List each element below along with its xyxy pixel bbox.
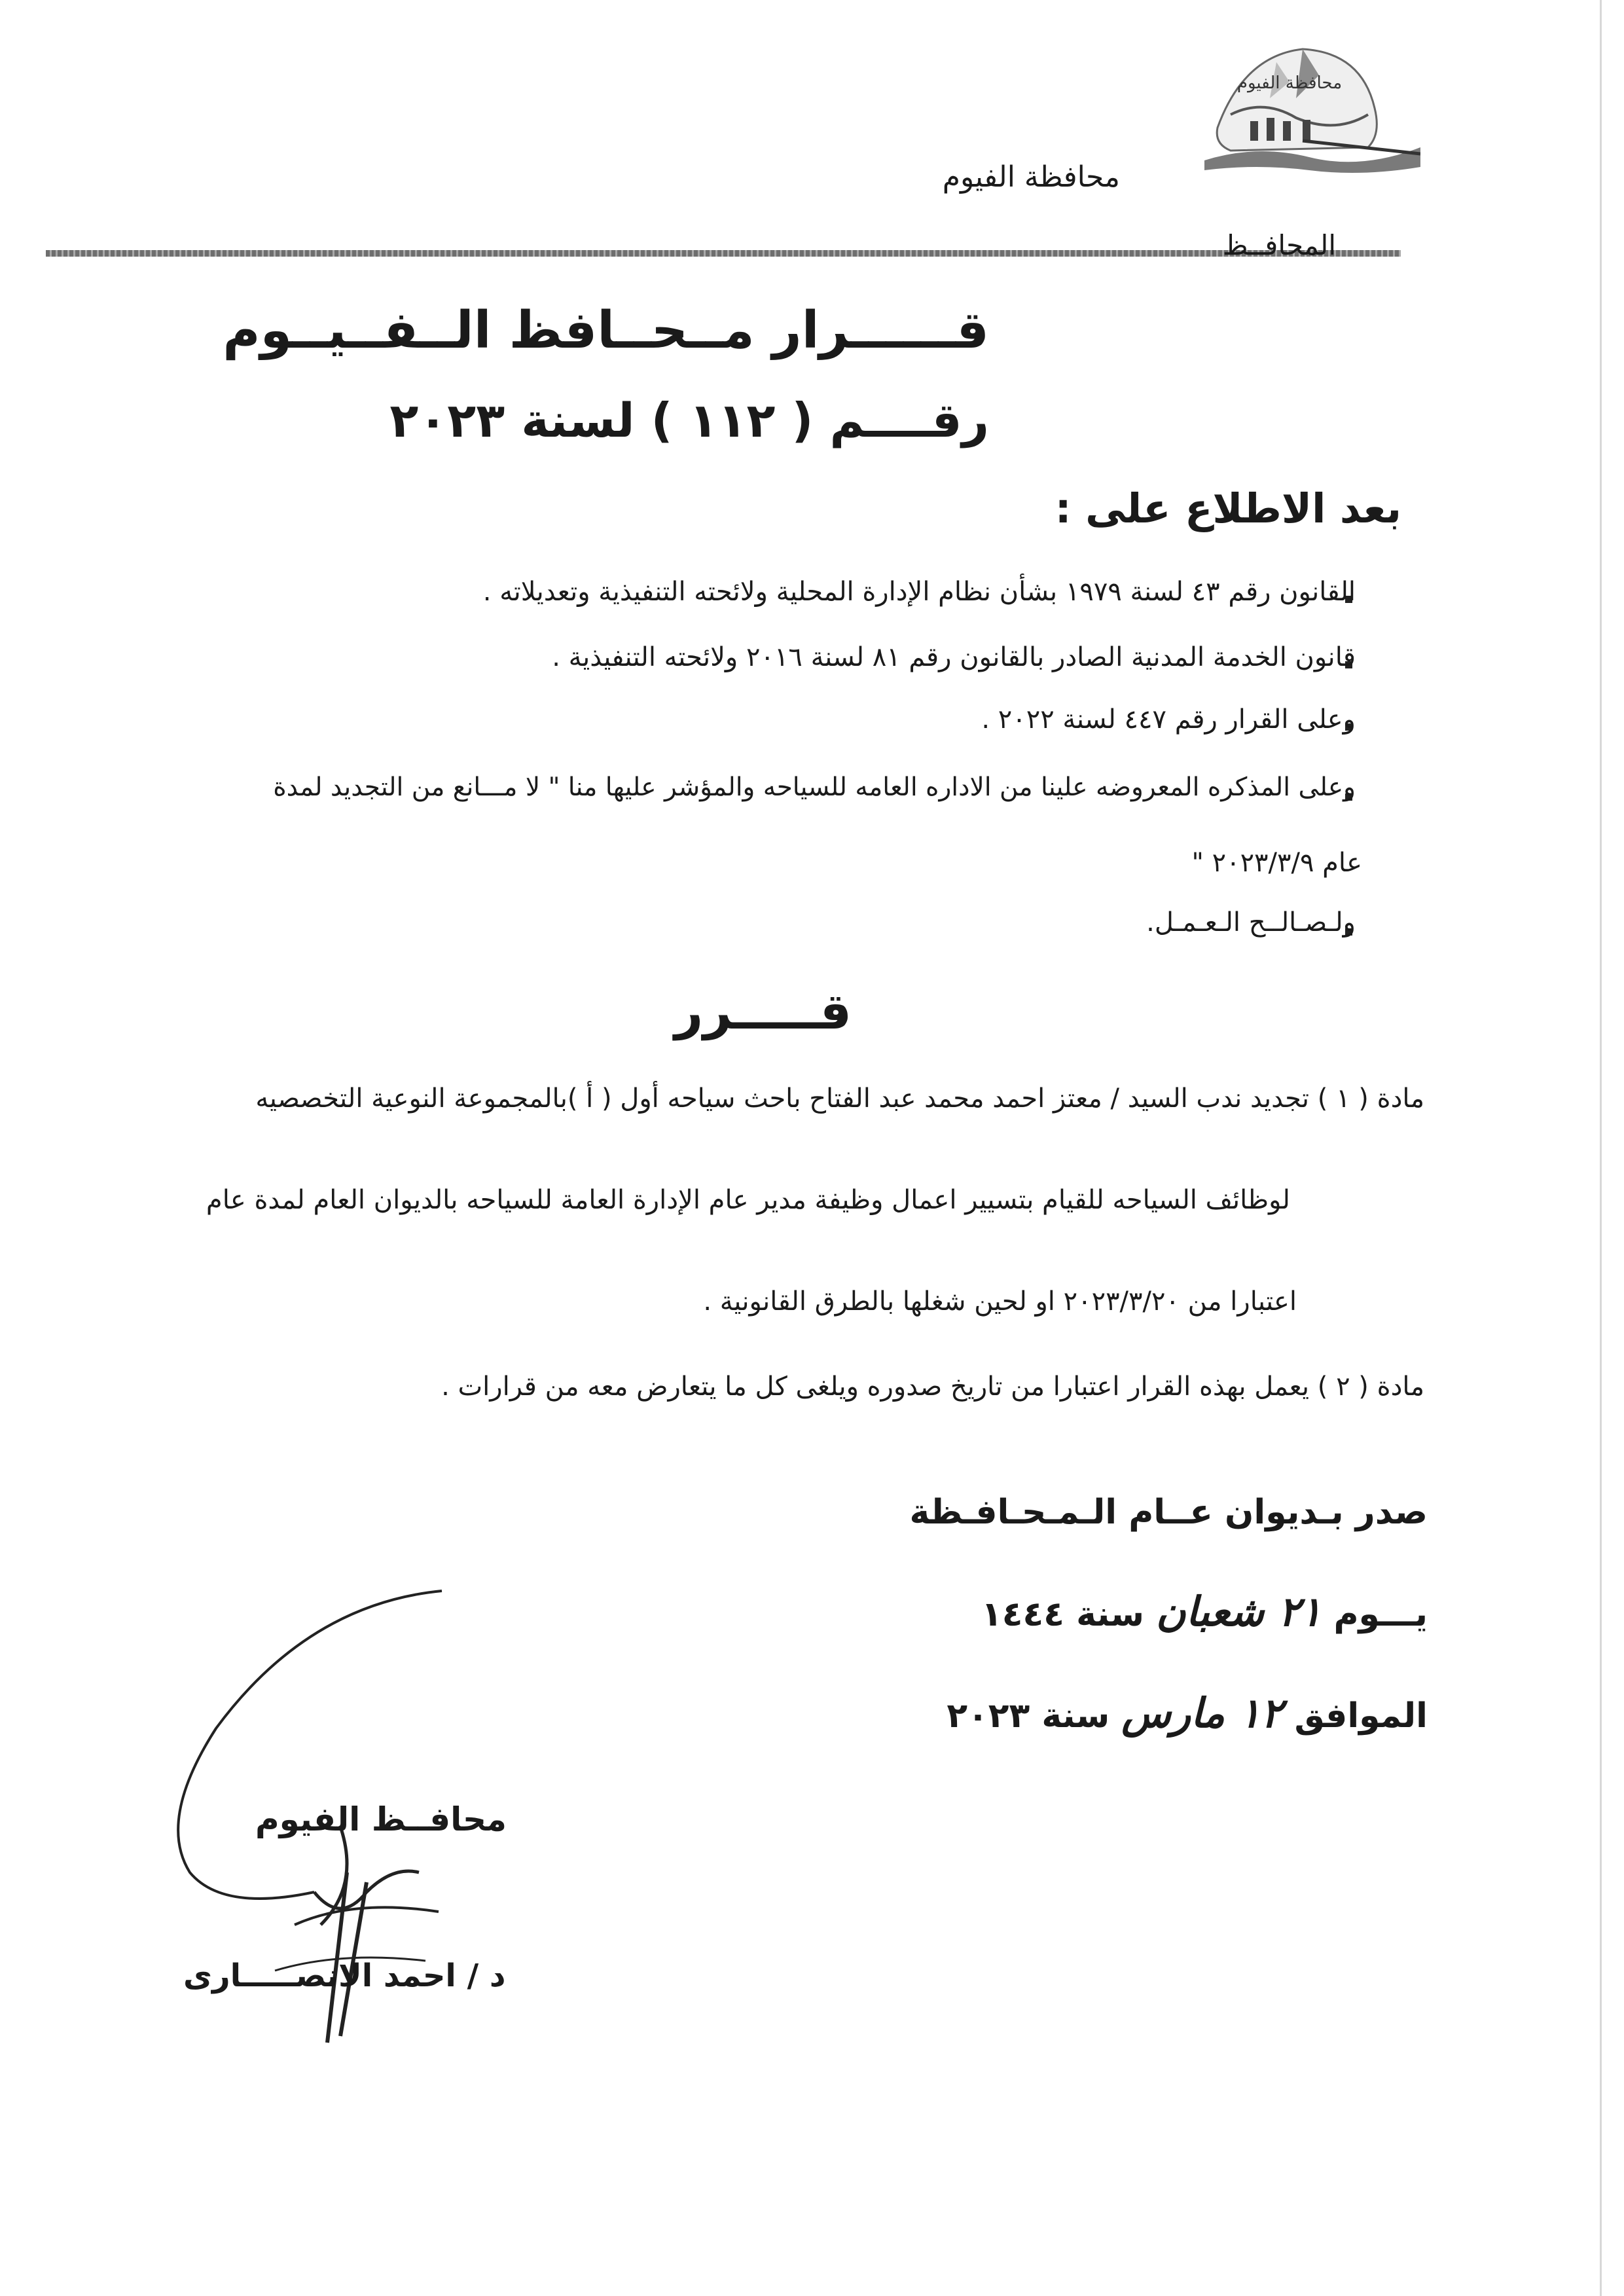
issued-at: صدر بـديوان عــام الـمـحـافـظة: [909, 1493, 1428, 1532]
governor-name: د / احمد الانصـــــارى: [183, 1958, 506, 1994]
preamble-clause: وعلى المذكره المعروضه علينا من الاداره العامه للسياحه والمؤشر عليها منا " لا مـــانع من التجديد لمدة: [273, 773, 1356, 802]
governorate-logo-icon: [1204, 36, 1420, 173]
gregorian-handwritten-day: ١٢ مارس: [1121, 1689, 1283, 1737]
preamble-heading: بعد الاطلاع على :: [1055, 484, 1401, 532]
decree-number: رقــــم ( ١١٢ ) لسنة ٢٠٢٣: [389, 393, 989, 448]
article-1-line: لوظائف السياحه للقيام بتسيير اعمال وظيفة مدير عام الإدارة العامة للسياحه بالديوان العام لمدة عام: [206, 1185, 1290, 1215]
gregorian-year: سنة ٢٠٢٣: [947, 1696, 1110, 1736]
preamble-clause: وعلى القرار رقم ٤٤٧ لسنة ٢٠٢٢ .: [981, 704, 1356, 735]
hijri-date: [981, 1588, 1428, 1635]
article-2: مادة ( ٢ ) يعمل بهذه القرار اعتبارا من تاريخ صدوره ويلغى كل ما يتعارض معه من قرارات .: [441, 1372, 1424, 1402]
logo-caption: محافظة الفيوم: [1236, 73, 1343, 93]
header-divider: [46, 250, 1401, 257]
article-1-line: اعتبارا من ٢٠٢٣/٣/٢٠ او لحين شغلها بالطرق القانونية .: [703, 1286, 1297, 1317]
organization-name: محافظة الفيوم: [942, 160, 1120, 194]
preamble-clause: القانون رقم ٤٣ لسنة ١٩٧٩ بشأن نظام الإدارة المحلية ولائحته التنفيذية وتعديلاته .: [482, 577, 1356, 607]
governor-title: محافــظ الفيوم: [255, 1800, 507, 1838]
preamble-clause-continuation: عام ٢٠٢٣/٣/٩ ": [1191, 848, 1362, 878]
article-1-line: مادة ( ١ ) تجديد ندب السيد / معتز احمد محمد عبد الفتاح باحث سياحه أول ( أ )بالمجموعة النوعية التخصصيه: [255, 1084, 1424, 1114]
page-edge: [1600, 0, 1602, 2296]
office-label: المحافــظ: [1222, 229, 1336, 261]
decree-title: قــــــرار مــحــافظ الــفــيــوم: [223, 301, 989, 360]
preamble-clause: ولـصـالــح الـعـمـل.: [1146, 907, 1356, 938]
hijri-handwritten-day: ٢١ شعبان: [1156, 1588, 1322, 1635]
gregorian-date: [947, 1689, 1428, 1737]
gregorian-prefix: الموافق: [1294, 1696, 1428, 1736]
preamble-clause: قانون الخدمة المدنية الصادر بالقانون رقم ٨١ لسنة ٢٠١٦ ولائحته التنفيذية .: [552, 642, 1356, 672]
resolution-heading: قـــــرر: [674, 982, 852, 1040]
hijri-year: سنة ١٤٤٤: [981, 1595, 1145, 1634]
hijri-prefix: يـــوم: [1333, 1595, 1428, 1634]
